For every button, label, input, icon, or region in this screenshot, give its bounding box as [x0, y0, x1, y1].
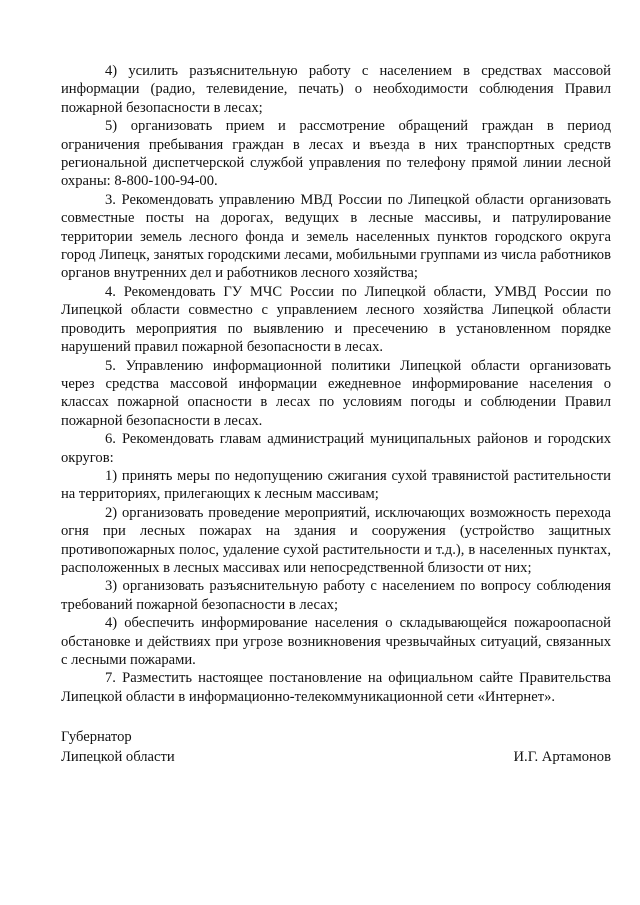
paragraph-section-3: 3. Рекомендовать управлению МВД России по Липецкой области организовать совместные посты на дорогах, ведущих в лесные массивы, и патрулирование территории земель лесного фонда и земель населенных пунктов городского округа город Липецк, занятых городскими лесами, мобильными группами из числа работников органов внутренних дел и работников лесного хозяйства; — [61, 191, 611, 282]
signature-name: И.Г. Артамонов — [513, 749, 611, 765]
paragraph-section-6-item-2: 2) организовать проведение мероприятий, исключающих возможность перехода огня при лесных пожарах на здания и сооружения (устройство защитных противопожарных полос, удаление сухой растительности и т.д.), в населенных пунктах, расположенных в лесных массивах или непосредственной близости от них; — [61, 504, 611, 576]
document-body — [61, 62, 611, 706]
paragraph-section-4: 4. Рекомендовать ГУ МЧС России по Липецкой области, УМВД России по Липецкой области совместно с управлением лесного хозяйства Липецкой области проводить мероприятия по выявлению и пресечению в установленном порядке нарушений правил пожарной безопасности в лесах. — [61, 283, 611, 356]
signature-position-title: Губернатор — [61, 729, 132, 745]
signature-block — [61, 727, 611, 767]
signature-row — [61, 747, 611, 767]
paragraph-section-6-item-4: 4) обеспечить информирование населения о складывающейся пожароопасной обстановке и действиях при угрозе возникновения чрезвычайных ситуаций, связанных с лесными пожарами. — [61, 615, 611, 668]
paragraph-section-5: 5. Управлению информационной политики Липецкой области организовать через средства массовой информации ежедневное информирование населения о классах пожарной опасности в лесах по условиям погоды и соблюдении Правил пожарной безопасности в лесах. — [61, 357, 611, 429]
paragraph-section-7: 7. Разместить настоящее постановление на официальном сайте Правительства Липецкой области в информационно-телекоммуникационной сети «Интернет». — [61, 670, 611, 705]
signature-position-region: Липецкой области — [61, 749, 175, 765]
paragraph-section-6-item-1: 1) принять меры по недопущению сжигания сухой травянистой растительности на территориях, прилегающих к лесным массивам; — [61, 467, 611, 503]
paragraph-section-6: 6. Рекомендовать главам администраций муниципальных районов и городских округов: — [61, 431, 611, 466]
paragraph-item-5-hotline: 5) организовать прием и рассмотрение обращений граждан в период ограничения пребывания граждан в лесах и въезда в них транспортных средств региональной диспетчерской службой управления по телефону прямой линии лесной охраны: 8-800-100-94-00. — [61, 118, 611, 190]
paragraph-section-6-item-3: 3) организовать разъяснительную работу с населением по вопросу соблюдения требований пожарной безопасности в лесах; — [61, 578, 611, 613]
paragraph-item-4-media: 4) усилить разъяснительную работу с населением в средствах массовой информации (радио, телевидение, печать) о необходимости соблюдения Правил пожарной безопасности в лесах; — [61, 63, 611, 116]
